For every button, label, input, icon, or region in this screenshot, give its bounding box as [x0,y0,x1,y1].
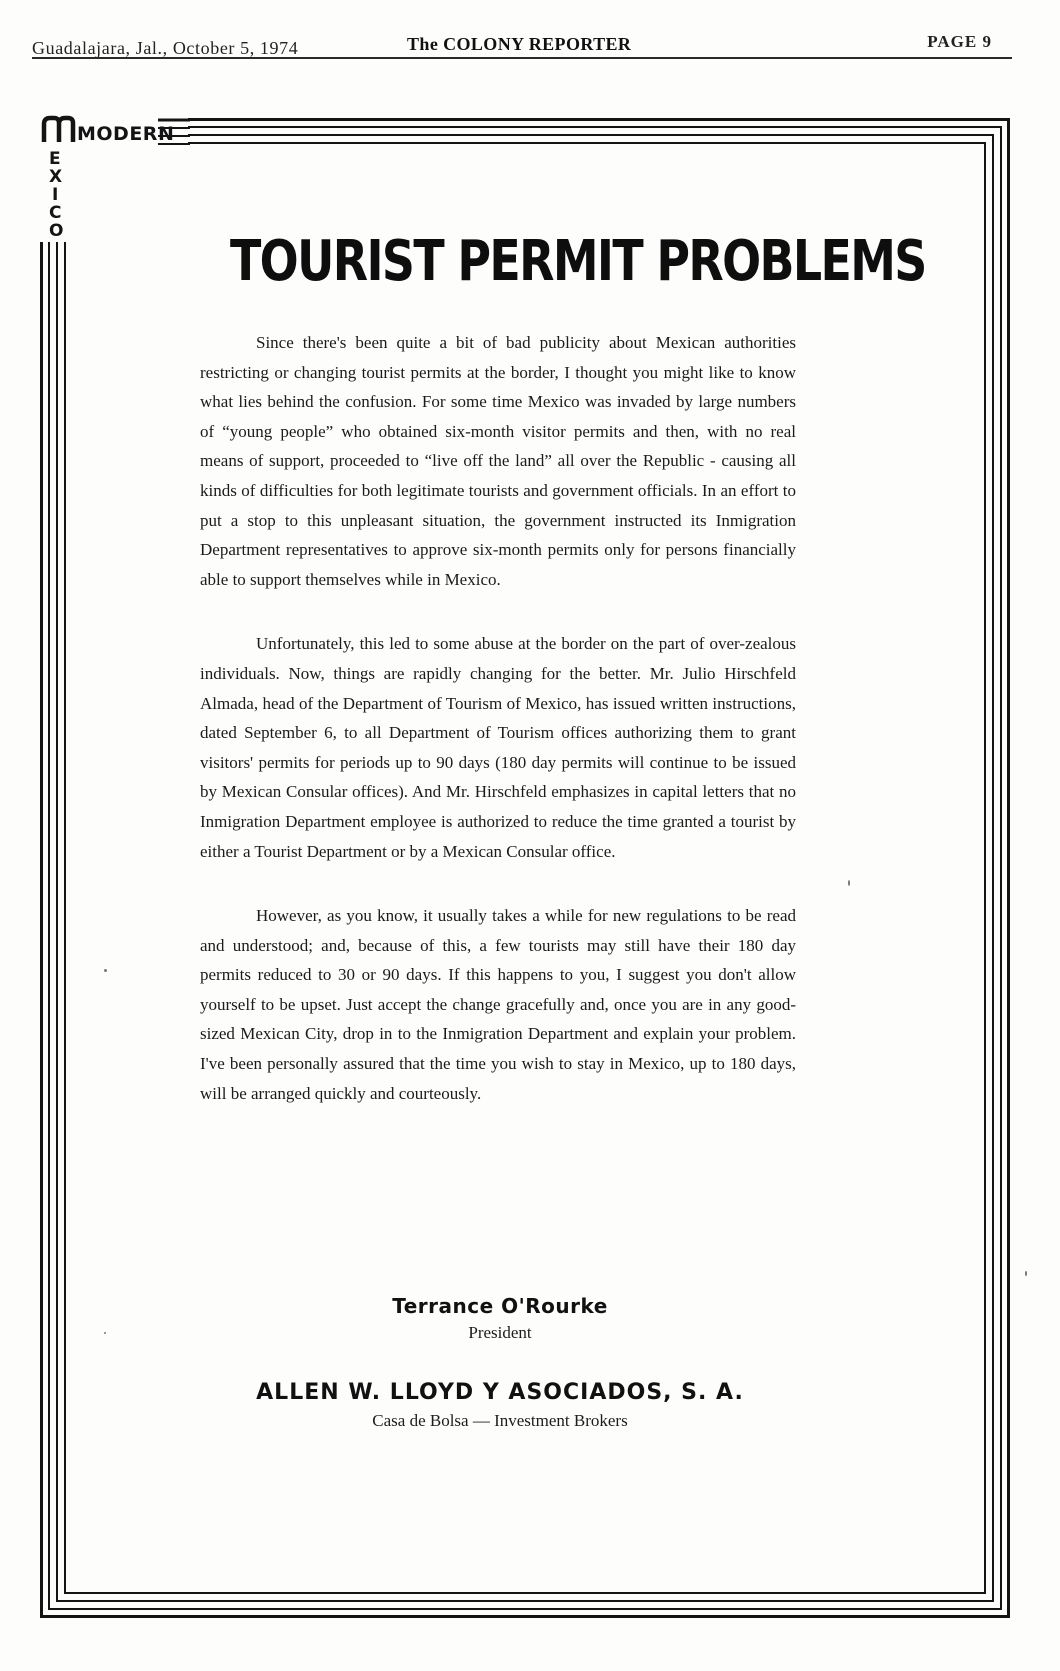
header-rule [32,57,1012,59]
ad-paragraph-1: Since there's been quite a bit of bad publicity about Mexican authorities restricting or changing tourist permits at the border, I thought you might like to know what lies behind the confusion. For some time Mexico was invaded by large numbers of “young people” who obtained six-month visitor permits and then, with no real means of support, proceeded to “live off the land” all over the Republic - causing all kinds of difficulties for both legitimate tourists and government officials. In an effort to put a stop to this unpleasant situation, the government instructed its Inmigration Department representatives to approve six-month permits only for persons financially able to support themselves while in Mexico. [200,333,796,589]
company-tagline: Casa de Bolsa — Investment Brokers [372,1411,628,1430]
print-speck [1025,1271,1027,1276]
page-number: PAGE 9 [927,32,992,51]
print-speck [848,880,850,886]
logo-word-modern: MODERN [77,123,175,145]
publication-name: The COLONY REPORTER [407,34,632,54]
ad-headline: TOURIST PERMIT PROBLEMS [230,229,926,294]
print-speck [104,969,107,972]
dateline: Guadalajara, Jal., October 5, 1974 [32,38,299,58]
logo-letter-i: I [52,185,59,205]
company-name: ALLEN W. LLOYD Y ASOCIADOS, S. A. [256,1380,744,1405]
ad-body [200,328,796,1108]
signature-title: President [468,1323,532,1342]
logo-letter-o: O [49,221,64,241]
print-speck [104,1332,106,1334]
running-header [32,30,1012,62]
modern-mexico-logo-graphic [40,112,190,242]
ad-paragraph-2: Unfortunately, this led to some abuse at the border on the part of over-zealous individuals. Now, things are rapidly changing for the better. Mr. Julio Hirschfeld Almada, head of the Department of Tourism of Mexico, has issued written instructions, dated September 6, to all Department of Tourism offices authorizing them to grant visitors' permits for periods up to 90 days (180 day permits will continue to be issued by Mexican Consular offices). And Mr. Hirschfeld emphasizes in capital letters that no Inmigration Department employee is authorized to reduce the time granted a tourist by either a Tourist Department or by a Mexican Consular office. [200,634,796,861]
ad-paragraph-3: However, as you know, it usually takes a while for new regulations to be read and understood; and, because of this, a few tourists may still have their 180 day permits reduced to 30 or 90 days. If this happens to you, I suggest you don't allow yourself to be upset. Just accept the change gracefully and, once you are in any good-sized Mexican City, drop in to the Inmigration Department and explain your problem. I've been personally assured that the time you wish to stay in Mexico, up to 180 days, will be arranged quickly and courteously. [200,906,796,1103]
logo-letter-x: X [49,167,63,187]
company-block [200,1378,800,1434]
modern-mexico-logo [40,112,190,242]
logo-letter-e: E [49,149,61,169]
signature-name: Terrance O'Rourke [392,1294,608,1318]
signature-block [200,1292,800,1346]
logo-letter-c: C [49,203,62,223]
